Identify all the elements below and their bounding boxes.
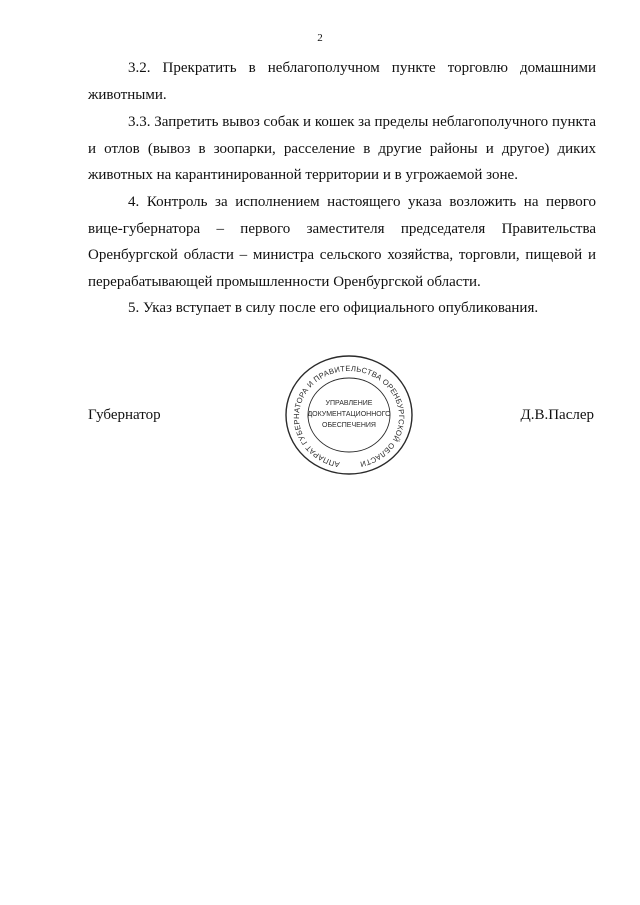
- stamp-graphic: [282, 352, 416, 478]
- signer-title: Губернатор: [88, 407, 161, 423]
- stamp-center-line-3: ОБЕСПЕЧЕНИЯ: [322, 422, 376, 429]
- stamp-center-line-1: УПРАВЛЕНИЕ: [325, 400, 373, 407]
- paragraph-4: 4. Контроль за исполнением настоящего указа возложить на первого вице-губернатора – первого заместителя председателя Правительства Оренбургской области – министра сельского хозяйства, торговли, пищевой и перерабатывающей промышленности Оренбургской области.: [88, 194, 596, 290]
- official-stamp: [282, 352, 416, 478]
- stamp-center-line-2: ДОКУМЕНТАЦИОННОГО: [307, 411, 391, 418]
- paragraph-5: 5. Указ вступает в силу после его официального опубликования.: [128, 300, 539, 316]
- stamp-ring-text: АППАРАТ ГУБЕРНАТОРА И ПРАВИТЕЛЬСТВА ОРЕНБУРГСКОЙ ОБЛАСТИ: [291, 363, 407, 470]
- page-number: 2: [317, 32, 323, 44]
- paragraph-3-3: 3.3. Запретить вывоз собак и кошек за пределы неблагополучного пункта и отлов (вывоз в зоопарки, расселение в другие районы и другое) диких животных на карантинированной территории и в угрожаемой зоне.: [88, 114, 596, 183]
- paragraph-3-2: 3.2. Прекратить в неблагополучном пункте торговлю домашними животными.: [88, 60, 596, 103]
- signer-name: Д.В.Паслер: [520, 407, 594, 423]
